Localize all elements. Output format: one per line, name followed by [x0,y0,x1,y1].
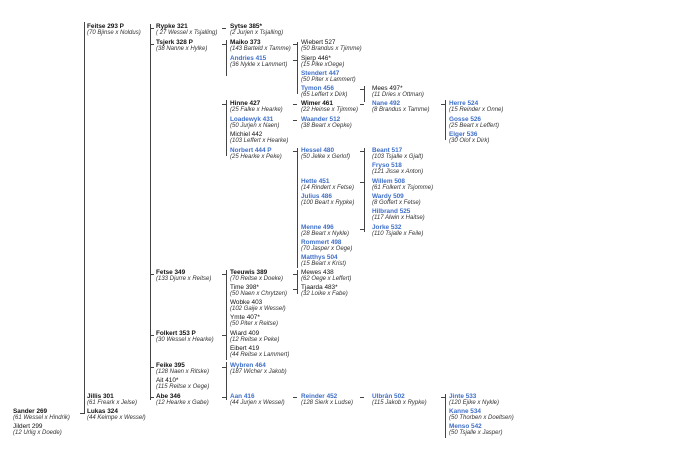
animal-parents: (50 Jelke x Gerlof) [301,154,351,161]
connector-gen6-reinder [445,394,446,438]
animal-rommert[interactable] [301,239,352,254]
animal-name: Jorke 532 [372,224,402,231]
animal-wiard[interactable] [230,330,279,345]
dash [360,182,364,183]
animal-wimer[interactable] [301,100,358,115]
animal-ymte[interactable] [230,314,278,329]
animal-parents: (187 Wicher x Jakob) [230,369,287,376]
dash [360,229,364,230]
animal-parents: (22 Heinse x Tjimme) [301,107,359,114]
animal-parents: (28 Beart x Nykle) [301,231,350,238]
animal-parents: (2 Jurjen x Tsjalling) [230,30,284,37]
animal-parents: (12 Reitse x Peke) [230,337,280,344]
dash [222,104,226,105]
animal-herre[interactable] [449,100,503,115]
animal-parents: (15 Pike xOege) [301,62,345,69]
animal-wybren[interactable] [230,362,287,377]
animal-name: Norbert 444 P [230,147,272,154]
animal-name: Hessel 480 [301,147,335,154]
animal-name: Wiebert 527 [301,39,336,46]
animal-reinder[interactable] [301,393,353,408]
root-animal[interactable] [13,408,70,423]
connector-gen5-hessel [364,148,365,232]
connector-gen1 [84,22,85,414]
animal-sjerp[interactable] [301,55,344,70]
animal-parents: (30 Olof x Dirk) [449,138,490,145]
animal-name: Waander 512 [301,116,341,123]
animal-parents: (115 Reitse x Oege) [156,384,210,391]
root-sibling[interactable] [13,423,62,438]
animal-name: Feitse 293 P [87,23,124,30]
animal-parents: (15 Reinder x Onne) [449,107,504,114]
animal-parents: (120 Ejike x Nykle) [449,400,500,407]
animal-parents: (38 Nanne x Hylke) [156,46,208,53]
animal-name: Teeuwis 389 [230,269,268,276]
animal-maiko[interactable] [230,39,291,54]
animal-menso[interactable] [449,423,502,438]
animal-name: Menne 496 [301,224,334,231]
animal-hette[interactable] [301,178,354,193]
animal-parents: (11 Dries x Ottman) [372,92,424,99]
animal-name: Sander 269 [13,408,48,415]
animal-mewes[interactable] [301,269,351,284]
animal-parents: (121 Jisse x Anton) [372,169,424,176]
animal-name: Folkert 353 P [156,330,196,337]
animal-name: Kanne 534 [449,408,481,415]
animal-name: Gosse 526 [449,116,481,123]
animal-name: Elger 536 [449,131,478,138]
dash [360,151,364,152]
animal-tymon[interactable] [301,85,347,100]
animal-julius[interactable] [301,193,354,208]
animal-name: Jillis 301 [87,393,114,400]
animal-name: Wiard 409 [230,330,260,337]
dash [293,120,297,121]
animal-parents: (65 Leffert x Dirk) [301,92,348,99]
animal-name: Herre 524 [449,100,479,107]
animal-name: Feike 395 [156,362,185,369]
animal-name: Hette 451 [301,178,330,185]
animal-parents: (44 Keimpe x Wessel) [87,415,146,422]
dash [441,397,445,398]
animal-parents: (70 Bjinse x Noldus) [87,30,141,37]
animal-parents: (32 Loike x Fabe) [301,291,348,298]
animal-name: Willem 508 [372,178,405,185]
animal-parents: (50 Jurjen x Naen) [230,123,280,130]
animal-jorke[interactable] [372,224,423,239]
animal-name: Michiel 442 [230,131,263,138]
animal-name: Rommert 498 [301,239,342,246]
animal-name: Fryso 518 [372,162,402,169]
connector-gen3-tsjerk-b [226,100,227,156]
dash [360,104,364,105]
animal-parents: (133 Djurre x Reitse) [156,276,212,283]
animal-parents: (30 Wessel x Hearke) [156,337,214,344]
animal-hilbrand[interactable] [372,208,425,223]
animal-parents: (44 Jurjen x Wessel) [230,400,285,407]
animal-eibert[interactable] [230,345,289,360]
animal-waander[interactable] [301,116,352,131]
animal-ulbran[interactable] [372,393,427,408]
dash [222,44,226,45]
animal-name: Matthys 504 [301,254,338,261]
animal-name: Abe 346 [156,393,181,400]
animal-sytse[interactable] [230,23,283,38]
animal-parents: (50 Naen x Chrytzen) [230,291,288,298]
animal-parents: (102 Gaije x Wessel) [230,306,286,313]
animal-fryso[interactable] [372,162,423,177]
animal-name: Time 398* [230,284,259,291]
animal-name: Mewes 438 [301,269,334,276]
dash [150,44,154,45]
animal-ait[interactable] [156,377,209,392]
animal-hessel[interactable] [301,147,350,162]
animal-gosse[interactable] [449,116,499,131]
animal-name: Sjerp 446* [301,55,331,62]
dash [293,151,297,152]
animal-name: Beant 517 [372,147,403,154]
animal-elger[interactable] [449,131,489,146]
animal-beant[interactable] [372,147,423,162]
animal-mees[interactable] [372,85,424,100]
animal-name: Fetse 349 [156,269,186,276]
animal-norbert[interactable] [230,147,282,162]
animal-name: Hinne 427 [230,100,261,107]
dash [293,60,297,61]
animal-parents: (61 Wessel x Hindrik) [13,415,70,422]
animal-andries[interactable] [230,55,287,70]
dash [150,28,154,29]
animal-name: Stendert 447 [301,70,340,77]
connector-gen2-feitse [150,24,151,400]
dash [293,397,297,398]
animal-name: Lukas 324 [87,408,118,415]
animal-parents: (103 Tsjalle x Gjalt) [372,154,424,161]
animal-parents: (50 Brandus x Tjimme) [301,46,362,53]
animal-parents: (62 Oege x Leffert) [301,276,352,283]
dash [293,44,297,45]
animal-name: Tymon 456 [301,85,334,92]
animal-parents: (25 Hearke x Peke) [230,154,282,161]
animal-nane[interactable] [372,100,429,115]
animal-parents: (128 Naen x Ritske) [156,369,210,376]
connector-gen3-fetse [226,270,227,330]
animal-parents: (8 Goffert x Fetse) [372,200,421,207]
animal-name: Mees 497* [372,85,403,92]
animal-parents: (8 Brandus x Tamme) [372,107,430,114]
animal-name: Wobke 403 [230,299,263,306]
dash [360,89,364,90]
animal-name: Maiko 373 [230,39,261,46]
animal-parents: (25 Falke x Hearke) [230,107,283,114]
dash [293,104,297,105]
animal-parents: (50 Piter x Reitse) [230,321,279,328]
animal-name: Julius 486 [301,193,332,200]
dash [360,397,364,398]
connector-gen3-folkert [226,330,227,360]
animal-name: Loadewyk 431 [230,116,274,123]
animal-name: Tsjerk 328 P [156,39,193,46]
animal-wiebert[interactable] [301,39,362,54]
connector-gen4-norbert [297,148,298,268]
animal-parents: (115 Jakob x Rypke) [372,400,427,407]
animal-parents: (110 Tsjalle x Feile) [372,231,424,238]
dash [150,367,154,368]
animal-parents: (70 Reitse x Doeke) [230,276,284,283]
animal-hinne[interactable] [230,100,283,115]
connector-gen4-maiko [297,42,298,94]
dash [293,289,297,290]
animal-parents: (70 Jasper x Oege) [301,246,353,253]
dash [150,274,154,275]
animal-folkert[interactable] [156,330,214,345]
animal-name: Jildert 299 [13,423,43,430]
animal-michiel[interactable] [230,131,288,146]
animal-name: Wardy 509 [372,193,404,200]
connector-gen6-nane [445,100,446,140]
animal-parents: (15 Beart x Krist) [301,261,347,268]
animal-lukas[interactable] [87,408,146,423]
animal-jinte[interactable] [449,393,499,408]
animal-name: Sytse 385* [230,23,262,30]
animal-name: Andries 415 [230,55,267,62]
animal-name: Eibert 419 [230,345,260,352]
animal-name: Hilbrand 525 [372,208,411,215]
animal-tsjerk[interactable] [156,39,207,54]
animal-feike[interactable] [156,362,209,377]
dash [80,413,84,414]
animal-name: Wimer 461 [301,100,333,107]
animal-name: Reinder 452 [301,393,338,400]
connector-gen5-stendert [364,86,365,102]
animal-parents: (14 Rindert x Fetse) [301,185,355,192]
animal-time[interactable] [230,284,287,299]
animal-loadewyk[interactable] [230,116,279,131]
animal-jillis[interactable] [87,393,137,408]
animal-parents: (25 Beart x Leffert) [449,123,500,130]
animal-wardy[interactable] [372,193,421,208]
animal-name: Nane 492 [372,100,401,107]
animal-parents: (38 Beart x Oepke) [301,123,352,130]
animal-parents: (44 Reitse x Lammert) [230,352,290,359]
animal-willem[interactable] [372,178,433,193]
animal-parents: (143 Barteld x Tamme) [230,46,291,53]
animal-name: Jinte 533 [449,393,477,400]
dash [222,274,226,275]
animal-wobke[interactable] [230,299,286,314]
animal-name: Menso 542 [449,423,482,430]
connector-gen3-feike [226,362,227,400]
connector-gen4-teeuwis [297,270,298,294]
animal-name: Rypke 321 [156,23,188,30]
animal-parents: (12 Hearke x Gabe) [156,400,209,407]
animal-feitse[interactable] [87,23,141,38]
animal-parents: (50 Piter x Lammert) [301,77,356,84]
animal-name: Tjaarda 483* [301,284,338,291]
animal-parents: (103 Leffert x Hearke) [230,138,289,145]
animal-name: Aan 416 [230,393,255,400]
animal-name: Ait 410* [156,377,179,384]
dash [441,104,445,105]
animal-parents: (61 Freark x Jelse) [87,400,138,407]
animal-fetse[interactable] [156,269,211,284]
dash [222,367,226,368]
animal-parents: (100 Beart x Rypke) [301,200,355,207]
animal-name: Wybren 464 [230,362,266,369]
connector-gen3-tsjerk [226,40,227,76]
animal-parents: (50 Tsjalle x Jasper) [449,430,503,437]
animal-abe[interactable] [156,393,209,408]
dash [222,28,226,29]
dash [293,274,297,275]
animal-parents: (61 Folkert x Tsjomme) [372,185,434,192]
animal-name: Ymte 407* [230,314,260,321]
animal-kanne[interactable] [449,408,514,423]
animal-tjaarda[interactable] [301,284,348,299]
animal-parents: (36 Nykle x Lammert) [230,62,288,69]
animal-parents: (50 Thorben x Doeltsen) [449,415,514,422]
animal-parents: (12 Urlig x Doede) [13,430,62,437]
dash [150,335,154,336]
animal-menne[interactable] [301,224,349,239]
animal-aan[interactable] [230,393,285,408]
dash [222,397,226,398]
animal-teeuwis[interactable] [230,269,283,284]
animal-matthys[interactable] [301,254,346,269]
animal-parents: ( 27 Wessel x Tsjalling) [156,30,218,37]
animal-stendert[interactable] [301,70,356,85]
animal-parents: (117 Alwin x Haitse) [372,215,425,222]
animal-parents: (128 Sierk x Ludse) [301,400,354,407]
animal-name: Ulbrân 502 [372,393,405,400]
dash [222,335,226,336]
dash [150,397,154,398]
animal-rypke[interactable] [156,23,217,38]
